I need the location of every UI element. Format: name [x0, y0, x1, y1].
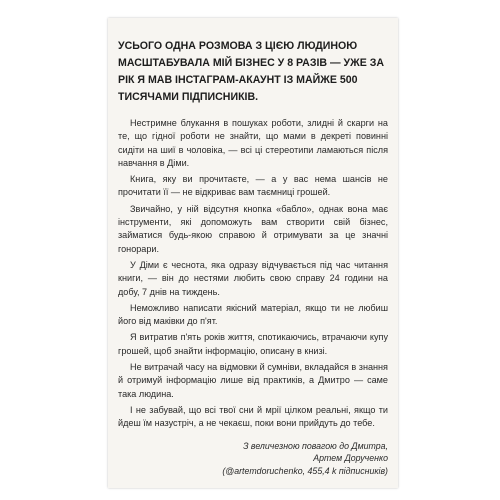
signature-author: Артем Дорученко — [313, 453, 388, 464]
signature-dedication: З величезною повагою до Дмитра, — [243, 440, 388, 451]
paragraph: У Діми є чеснота, яка одразу відчувається під час читання книги, — він до нестями любить свою справу 24 години на добу, 7 днів на тиждень. — [118, 259, 388, 297]
paragraph: Звичайно, у ній відсутня кнопка «бабло», однак вона має інструменти, які допоможуть вам створити свій бізнес, займатися будь-якою справою й отримувати за це значні гонорари. — [118, 203, 388, 254]
paragraph: І не забувай, що всі твої сни й мрії цілком реальні, якщо ти йдеш їм назустріч, а не чекаєш, поки вони прийдуть до тебе. — [118, 404, 388, 429]
book-page — [108, 18, 398, 488]
paragraph: Нестримне блукання в пошуках роботи, злидні й скарги на те, що гідної роботи не знайти, що мами в декреті повинні сидіти на шиї в чоловіка, — всі ці стереотипи ламаються після навчання в Діми. — [118, 118, 388, 168]
signature-handle: (@artemdoruchenko, 455,4 k підписників) — [222, 465, 388, 476]
paragraph: Книга, яку ви прочитаєте, — а у вас нема шансів не прочитати її — не відкриває вам таємниці грошей. — [118, 174, 388, 198]
paragraph: Не витрачай часу на відмовки й сумніви, вкладайся в знання й отримуй інформацію лише від практиків, а Дмитро — саме така людина. — [118, 362, 388, 399]
lead-heading: УСЬОГО ОДНА РОЗМОВА З ЦІЄЮ ЛЮДИНОЮ МАСШТАБУВАЛА МІЙ БІЗНЕС У 8 РАЗІВ — УЖЕ ЗА РІК Я МАВ ІНСТАГРАМ-АКАУНТ ІЗ МАЙЖЕ 500 ТИСЯЧАМИ ПІДПИСНИКІВ. — [118, 40, 384, 103]
paragraph: Я витратив п'ять років життя, спотикаючись, втрачаючи купу грошей, щоб знайти інформацію, описану в книзі. — [118, 332, 388, 356]
page-content — [118, 38, 388, 477]
paragraph: Неможливо написати якісний матеріал, якщо ти не любиш його від маківки до п'ят. — [118, 302, 388, 327]
signature — [118, 440, 388, 478]
